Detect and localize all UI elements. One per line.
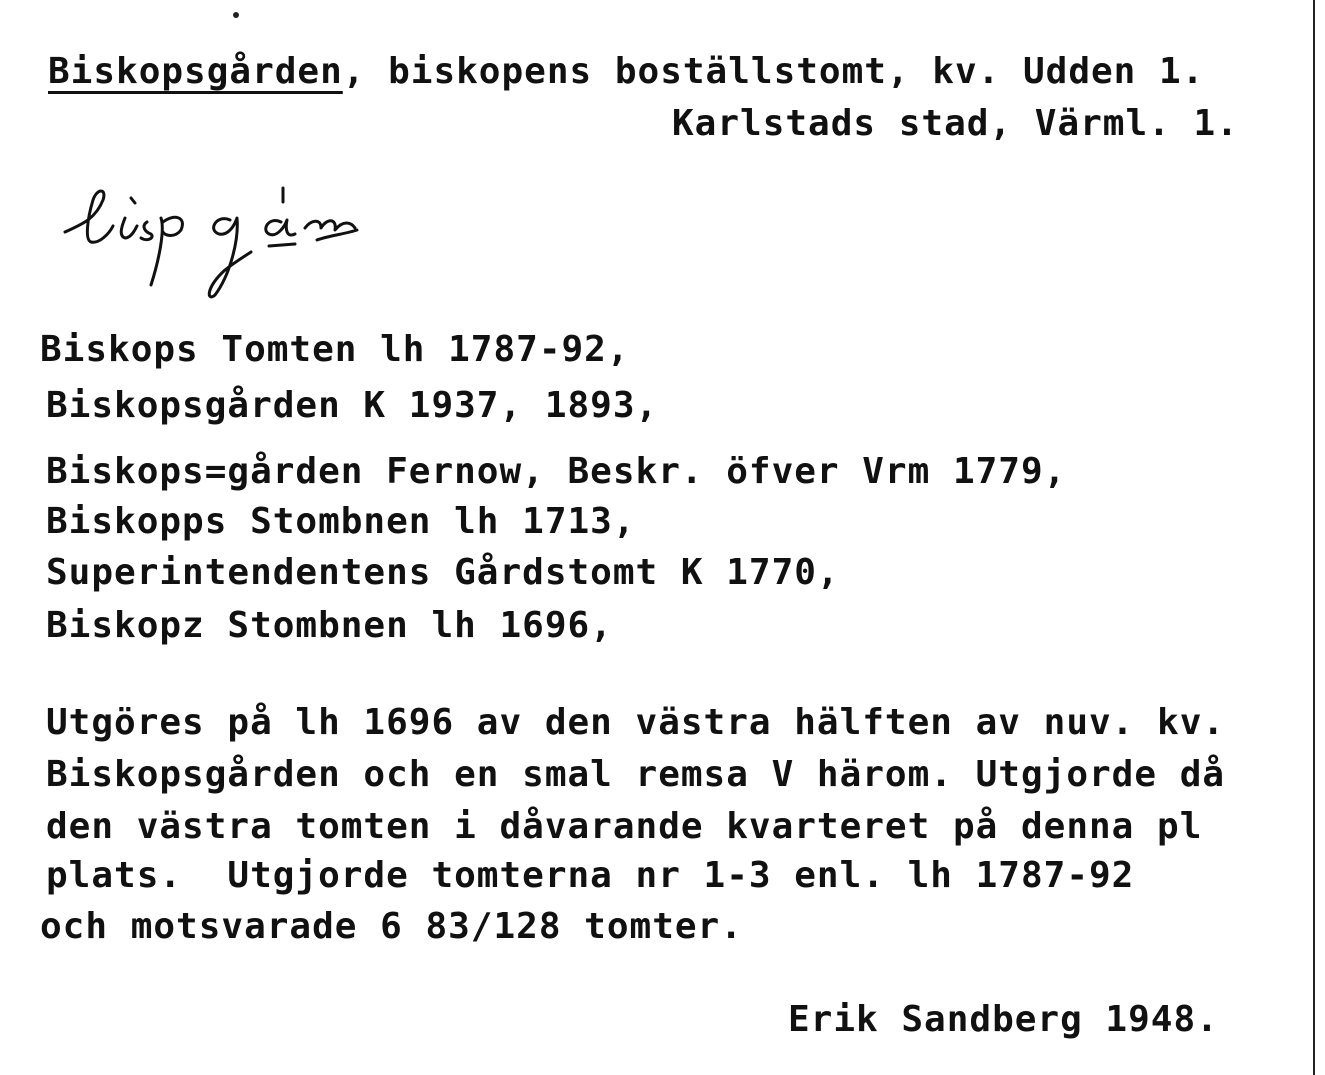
handwritten-pronunciation xyxy=(55,170,455,310)
entry-location: Karlstads stad, Värml. 1. xyxy=(672,103,1239,144)
ink-dot xyxy=(233,12,239,18)
entry-heading-rest: , biskopens boställstomt, kv. Udden 1. xyxy=(342,51,1205,92)
form-line: Biskops Tomten lh 1787-92, xyxy=(40,329,630,370)
signature: Erik Sandberg 1948. xyxy=(788,999,1219,1040)
form-line: Biskopz Stombnen lh 1696, xyxy=(46,605,613,646)
description-line: och motsvarade 6 83/128 tomter. xyxy=(40,906,743,947)
form-line: Biskops=gården Fernow, Beskr. öfver Vrm 1779, xyxy=(46,451,1067,492)
description-line: plats. Utgjorde tomterna nr 1-3 enl. lh 1787-92 xyxy=(46,855,1135,896)
form-line: Superintendentens Gårdstomt K 1770, xyxy=(46,552,840,593)
form-line: Biskopsgården K 1937, 1893, xyxy=(46,385,659,426)
description-line: den västra tomten i dåvarande kvarteret på denna pl xyxy=(46,806,1203,847)
card-edge xyxy=(1313,0,1315,1075)
form-line: Biskopps Stombnen lh 1713, xyxy=(46,501,636,542)
entry-heading xyxy=(48,52,1204,92)
description-line: Biskopsgården och en smal remsa V härom. Utgjorde då xyxy=(46,754,1226,795)
entry-term: Biskopsgården xyxy=(48,51,343,92)
description-line: Utgöres på lh 1696 av den västra hälften av nuv. kv. xyxy=(46,702,1226,743)
